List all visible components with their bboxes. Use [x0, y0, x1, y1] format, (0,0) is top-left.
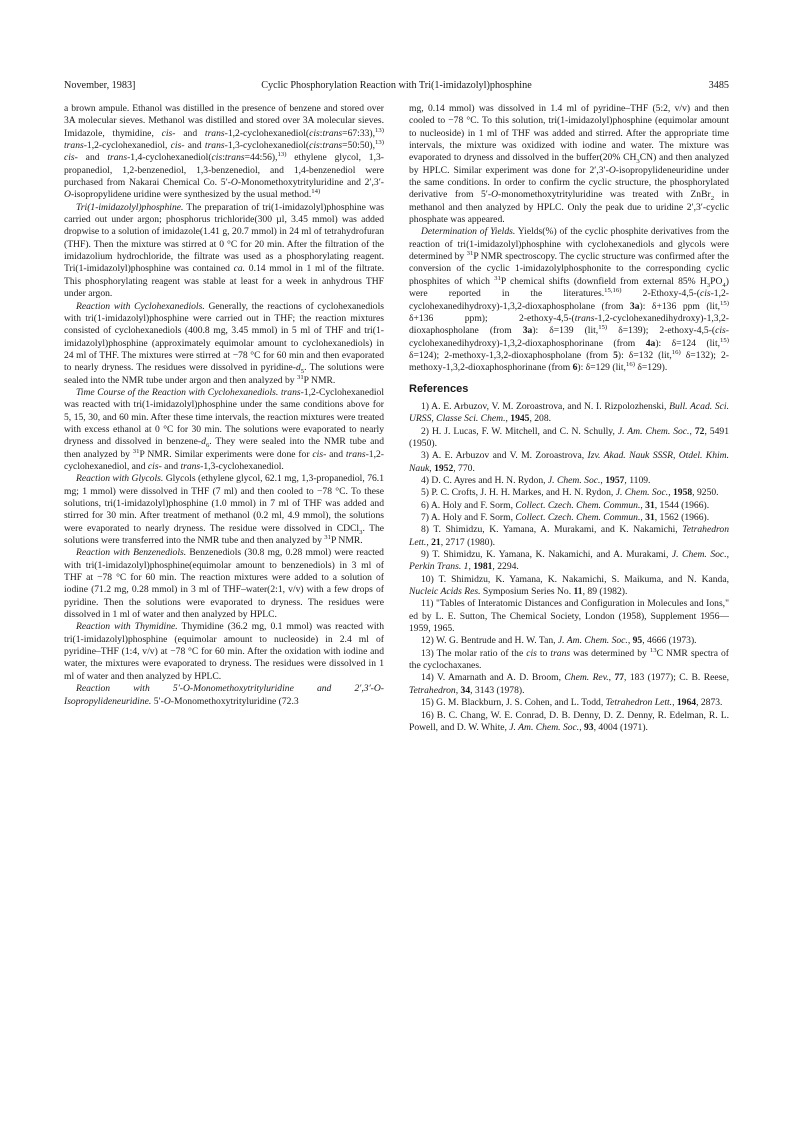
text-run: 12) W. G. Bentrude and H. W. Tan, [421, 635, 558, 647]
text-run: , 9250. [692, 487, 719, 499]
text-run: -1,4-cyclohexanediol( [127, 152, 212, 164]
text-run: trans [204, 127, 225, 139]
text-run: Tetrahedron [409, 684, 456, 696]
text-run: δ=129). [634, 362, 668, 374]
text-run: -1,2-cyclohexanedihydroxy)-1,3,2-dioxaphospholane (from [409, 312, 729, 337]
text-run: 1958 [672, 487, 693, 499]
text-run: O [64, 189, 71, 201]
text-run: δ=139); 2-ethoxy-4,5-( [607, 325, 716, 337]
text-run: -isopropylideneuridine under the same conditions. In order to confirm the cyclic structure, the phosphorylated derivative from 5′- [409, 164, 729, 201]
text-run: and [175, 127, 205, 139]
text-run: 1957 [605, 474, 625, 486]
text-run: 31 [296, 373, 304, 381]
text-run: , 1562 (1966). [654, 512, 710, 523]
text-run: 15) [598, 324, 608, 331]
text-run: -1,3-cyclohexanediol. [200, 460, 284, 472]
header-title: Cyclic Phosphorylation Reaction with Tri(1-imidazolyl)phosphine [261, 80, 532, 91]
text-run: trans [64, 140, 84, 152]
reference-ref8 [409, 524, 729, 549]
text-run: P NMR. [303, 374, 336, 386]
text-run: -Monomethoxytrityluridine (72.3 [170, 695, 299, 707]
text-run: J. Am. Chem. Soc. [617, 425, 690, 437]
reference-ref6 [409, 500, 729, 512]
text-run: J. Chem. Soc. [615, 487, 669, 499]
text-run: ) were reported in the literatures. [409, 275, 729, 300]
text-run: 31 [645, 499, 655, 511]
text-run: , 1109. [624, 474, 651, 486]
text-run: P NMR spectroscopy. The cyclic structure was confirmed after the conversion of the cyclic 1-imidazolylphosphonite to the corresponding cyclic phosphites of which [409, 251, 729, 287]
text-run: Generally, the reactions of cyclohexanediols with tri(1-imidazolyl)phosphine were carried out in THF; the reaction mixtures consisted of cyclohexanediols (400.8 mg, 3.45 mmol) in 5 ml of THF and tri(1-imidazolyl)phosphine (approximately equimolar amount to cyclohexanediols) in 24 ml of THF. The mixtures were stirred at −78 °C for 60 min and then evaporated to nearly dryness. The residues were dissolved in pyridine- [64, 300, 384, 374]
text-run: , 2717 (1980). [440, 536, 496, 548]
reference-ref4 [409, 475, 729, 487]
text-run: ): δ+136 ppm (lit, [639, 300, 721, 312]
text-run: 34 [460, 684, 471, 696]
text-run: , 4004 (1971). [593, 721, 648, 733]
text-run: trans [204, 140, 225, 152]
header-date: November, 1983] [64, 80, 136, 91]
text-run: 72 [694, 425, 705, 437]
text-run: 13) [375, 138, 384, 146]
text-run: 2 [710, 195, 715, 203]
text-run: 5 [613, 349, 618, 361]
text-run: 16) [671, 348, 681, 356]
text-run: 3a [629, 300, 640, 312]
text-run: : [319, 127, 323, 139]
text-run: , 208. [529, 413, 552, 425]
text-run: . The solutions were sealed into the NMR tube under argon and then analyzed by [64, 362, 384, 386]
text-run: Bull. Acad. Sci. URSS, Classe Sci. Chem. [409, 400, 729, 425]
text-run: PO [710, 275, 723, 287]
paragraph-r2 [409, 226, 729, 374]
text-run: 15) [720, 336, 729, 344]
text-run: , 2294. [492, 561, 519, 573]
text-run: , 3143 (1978). [470, 684, 525, 696]
text-run: -1,2-cyclohexanediol, and [64, 448, 384, 472]
text-run: trans [180, 460, 201, 472]
text-run: Symposium Series No. [480, 586, 574, 598]
text-run: 3 [706, 281, 711, 289]
text-run: : [319, 140, 323, 152]
text-run: J. Am. Chem. Soc. [509, 721, 580, 733]
text-run: 6 [205, 442, 210, 450]
text-run: , [505, 413, 511, 425]
text-run: 13) [375, 126, 384, 134]
reference-ref2 [409, 426, 729, 451]
text-run: 13 [649, 646, 657, 654]
text-run: d [295, 362, 301, 374]
text-run: 0.14 mmol in 1 ml of the filtrate. This phosphorylating reagent was stable at least for a week in anhydrous THF under argon. [64, 263, 384, 300]
text-run: 4a [645, 337, 656, 349]
right-column-paragraphs [409, 103, 729, 375]
text-run: O [491, 189, 498, 201]
text-run: 1945 [510, 413, 530, 425]
text-run: P NMR. Similar experiments were done for [139, 448, 313, 460]
text-run: 3) A. E. Arbuzov and V. M. Zoroastrova, [421, 450, 588, 462]
text-run: Reaction with Cyclohexanediols. [76, 300, 205, 312]
text-run: CN) and then analyzed by HPLC. Similar experiment was done for 2′,3′- [409, 152, 729, 176]
text-run: cis- [161, 127, 176, 139]
text-run: 4 [722, 281, 726, 289]
page-number: 3485 [708, 80, 729, 91]
text-run: , [579, 721, 584, 733]
references-heading: References [409, 382, 469, 395]
left-column [64, 103, 384, 708]
text-run: P NMR. [331, 535, 363, 547]
text-run: , [689, 425, 695, 437]
text-run: cis [699, 288, 711, 300]
text-run: -Monomethoxytrityluridine and 2′,3′- [237, 177, 384, 189]
paragraph-l5 [64, 473, 384, 547]
right-column [409, 103, 729, 734]
text-run: -isopropylidene uridine were synthesized by the usual method. [70, 189, 312, 201]
text-run: cis- [147, 460, 162, 472]
text-run: Determination of Yields. [421, 226, 516, 238]
reference-ref5 [409, 487, 729, 499]
text-run: P chemical shifts (downfield from external 85% H [500, 275, 707, 287]
reference-ref9 [409, 549, 729, 574]
text-run: , 183 (1977); C. B. Reese, [624, 672, 729, 684]
text-run: -cyclohexanedihydroxy)-1,3,2-dioxaphosphorinane (from [409, 325, 729, 349]
paragraph-l4 [64, 387, 384, 473]
text-run: and [77, 152, 108, 164]
text-run: 1952 [434, 462, 454, 474]
text-run: Glycols (ethylene glycol, 62.1 mg, 1,3-propanediol, 76.1 mg; 1 mmol) were dissolved in THF (7 ml) and then cooled to −78 °C. To these solutions, tri(1-imidazolyl)phosphine (1.0 mmol) in 7 ml of THF was added and stirred for 30 min. After treatment of methanol (0.2 ml, 4.9 mmol), the solutions were evaporated to nearly dryness. The residue were dissolved in CDCl [64, 473, 384, 534]
text-run: J. Chem. Soc., Perkin Trans. 1 [409, 549, 729, 573]
paragraph-l6 [64, 547, 384, 621]
text-run: trans [550, 647, 571, 659]
paragraph-l8 [64, 683, 384, 708]
text-run: 31 [324, 533, 332, 541]
text-run: 15) G. M. Blackburn, J. S. Cohen, and L. Todd, [421, 697, 606, 709]
text-run: 31 [645, 512, 655, 523]
text-run: 31 [132, 447, 140, 455]
paragraph-l3 [64, 301, 384, 387]
text-run: 14) [311, 188, 321, 196]
text-run: 5 [300, 368, 305, 376]
text-run: d [201, 436, 206, 448]
text-run: . The solutions were transferred into the NMR tube and then analyzed by [64, 522, 384, 547]
text-run: , [640, 512, 646, 523]
text-run: , [672, 697, 677, 709]
text-run: trans [224, 152, 245, 164]
text-run: was determined by [570, 647, 650, 659]
reference-ref16 [409, 710, 729, 735]
reference-ref10 [409, 574, 729, 599]
text-run: , 89 (1982). [582, 586, 628, 598]
text-run: and [326, 448, 346, 460]
text-run: 15,16) [604, 286, 622, 294]
text-run: , [627, 635, 633, 647]
text-run: , 4666 (1973). [642, 635, 697, 647]
text-run: 11) "Tables of Interatomic Distances and Configuration in Molecules and Ions," ed by L. E. Sutton, The Chemical Society, London (1958), Supplement 1956—1959, 1965. [409, 598, 729, 635]
text-run: , [455, 684, 461, 696]
text-run: mg, 0.14 mmol) was dissolved in 1.4 ml of pyridine–THF (5:2, v/v) and then cooled to −78 °C. To this solution, tri(1-imidazolyl)phosphine (equimolar amount to nucleoside) in 1 ml of THF was added and stirred. After the appropriate time intervals, the mixture was oxidized with iodine and water. The mixture was evaporated to dryness and dissolved in the buffer(20% CH [409, 103, 729, 164]
reference-ref7 [409, 512, 729, 524]
text-run: trans [280, 386, 301, 398]
text-run: Reaction with Thymidine. [76, 621, 178, 633]
text-run: Nucleic Acids Res. [409, 586, 481, 598]
reference-ref14 [409, 672, 729, 697]
text-run: Reaction with Glycols. [76, 473, 164, 485]
text-run: 10) T. Shimidzu, K. Yamana, K. Nakamichi, S. Maikuma, and N. Kanda, [421, 573, 729, 585]
text-run: 1) A. E. Arbuzov, V. M. Zoroastrova, and N. I. Rizpolozhenski, [421, 400, 670, 412]
text-run: O [608, 164, 616, 176]
text-run: -1,2-Cyclohexanediol was reacted with tri(1-imidazolyl)phosphine under the same conditions above for 5, 15, 30, and 60 min. After these time intervals, the reaction mixtures were treated with excess ethanol at 0 °C for 30 min. The solutions were evaporated to nearly dryness and dissolved in benzene- [64, 386, 384, 448]
text-run: ca. [233, 263, 246, 275]
text-run: 16) B. C. Chang, W. E. Conrad, D. B. Denny, D. Z. Denny, R. Edelman, R. L. Powell, and D. W. White, [409, 709, 729, 733]
paragraph-r1 [409, 103, 729, 226]
text-run: The preparation of tri(1-imidazolyl)phosphine was carried out under argon; phosphorus trichloride(300 µl, 3.45 mmol) was added dropwise to a solution of imidazole(1.41 g, 20.7 mmol) in 24 ml of tetrahydrofuran (THF). Then the mixture was stirred at 0 °C for 20 min. After the filtration of the imidazolium hydrochloride, the filtrate was used as a phosphorylating reagent. Tri(1-imidazolyl)phosphine was contained [64, 201, 384, 275]
text-run: 3 [636, 158, 640, 166]
text-run: δ+136 ppm); 2-ethoxy-4,5-( [409, 312, 575, 324]
text-run: 8) T. Shimidzu, K. Yamana, A. Murakami, and K. Nakamichi, [421, 524, 683, 536]
text-run: , 770. [453, 462, 475, 474]
text-run: 2-Ethoxy-4,5-( [621, 288, 700, 300]
reference-ref11 [409, 598, 729, 635]
text-run: C NMR spectra of the cyclochaxanes. [409, 647, 729, 672]
text-run: , [600, 474, 606, 486]
text-run: in methanol and then analyzed by HPLC. Only the peak due to uridine 2′,3′-cyclic phosphate was appeared. [409, 189, 729, 226]
text-run: δ=132); 2-methoxy-1,3,2-dioxaphosphorinane (from [409, 349, 729, 374]
text-run: 2) H. J. Lucas, F. W. Mitchell, and C. N. Schully, [421, 425, 618, 437]
text-run: cis [211, 152, 223, 164]
text-run: , [608, 672, 615, 684]
text-run: 5) P. C. Crofts, J. H. H. Markes, and H. N. Rydon, [421, 487, 616, 499]
text-run: cis [309, 127, 320, 139]
text-run: trans [107, 152, 128, 164]
text-run: cis- [312, 448, 327, 460]
text-run: 95 [632, 635, 643, 647]
text-run: Tetrahedron Lett. [409, 524, 729, 548]
text-run: cis- [170, 140, 185, 152]
references-list [409, 401, 729, 734]
text-run: Benzenediols (30.8 mg, 0.28 mmol) were reacted with tri(1-imidazolyl)phosphine(equimolar amount to benzenediols) in 3 ml of THF at −78 °C for 60 min. The reaction mixtures were added to a solution of iodine (71.2 mg, 0.28 mmol) in 3 ml of THF–water(2:1, v/v) with a few drops of pyridine. Then the solutions were evaporated to dryness. The residues were dissolved in 1 ml of water and then analyzed by HPLC. [64, 547, 384, 621]
text-run: a brown ampule. Ethanol was distilled in the presence of benzene and stored over 3A molecular sieves. Methanol was distilled and stored over 3A molecular sieves. Imidazole, thymidine, [64, 103, 384, 139]
text-run: trans [574, 312, 595, 324]
text-run: Yields(%) of the cyclic phosphite derivatives from the reaction of tri(1-imidazolyl)phosphine with cyclohexanediols and glycols were determined by [409, 226, 729, 263]
text-run: 1981 [473, 561, 493, 573]
text-run: , 1544 (1966). [654, 499, 710, 511]
text-run: cis [715, 325, 726, 337]
text-run: Collect. Czech. Chem. Commun. [515, 512, 641, 523]
text-run: Reaction with Benzenediols. [76, 547, 187, 559]
text-run: 5′- [151, 695, 164, 707]
text-run: 77 [614, 672, 625, 684]
text-run: 16) [625, 361, 635, 369]
reference-ref12 [409, 635, 729, 647]
text-run: -monomethoxytrityluridine was treated with ZnBr [498, 189, 711, 201]
text-run: and [161, 460, 181, 472]
text-run: 31 [494, 274, 501, 282]
text-run: 11 [573, 586, 583, 598]
text-run: Reaction with 5′-O-Monomethoxytrityluridine and 2′,3′-O-Isopropylideneuridine. [64, 683, 384, 707]
reference-ref3 [409, 450, 729, 475]
text-run: O [163, 695, 171, 707]
text-run: -1,2-cyclohexanediol, [83, 140, 171, 152]
text-run: Tri(1-imidazolyl)phosphine. [76, 201, 184, 213]
text-run: , [668, 487, 673, 499]
text-run: -1,2-cyclohexanediol( [224, 127, 310, 139]
text-run: : [222, 152, 225, 164]
reference-ref15 [409, 697, 729, 709]
text-run: δ=124); 2-methoxy-1,3,2-dioxaphospholane (from [409, 349, 614, 361]
text-run: 21 [431, 536, 441, 548]
text-run: O [230, 177, 238, 189]
text-run: -1,3-cyclohexanediol( [224, 140, 310, 152]
paragraph-l7 [64, 621, 384, 683]
reference-ref1 [409, 401, 729, 426]
text-run: trans [322, 140, 343, 152]
text-run: , [468, 561, 474, 573]
text-run: Chem. Rev. [564, 672, 609, 684]
text-run: =44:56), [244, 152, 278, 164]
text-run: trans [322, 127, 343, 139]
text-run: , [429, 462, 435, 474]
text-run: ethylene glycol, 1,3-propanediol, 1,2-benzenediol, 1,3-benzenediol, and 1,4-benzenediol were purchased from Nakarai Chemical Co. 5′- [64, 152, 384, 189]
paragraph-l1 [64, 103, 384, 202]
text-run: and [184, 140, 205, 152]
text-run: cis [309, 140, 320, 152]
text-run: 14) V. Amarnath and A. D. Broom, [421, 672, 565, 684]
text-run: 13) The molar ratio of the [421, 647, 527, 659]
text-run: 4) D. C. Ayres and H. N. Rydon, [421, 474, 548, 486]
text-run: Time Course of the Reaction with Cyclohexanediols. [76, 386, 279, 398]
text-run: 13) [277, 151, 287, 159]
text-run: J. Am. Chem. Soc. [557, 635, 628, 647]
text-run: cis- [64, 152, 78, 164]
text-run: Izv. Akad. Nauk SSSR, Otdel. Khim. Nauk [409, 450, 729, 474]
text-run: cis [526, 647, 537, 659]
text-run: to [536, 647, 551, 659]
text-run: Thymidine (36.2 mg, 0.1 mmol) was reacted with tri(1-imidazolyl)phosphine (equimolar amount to nucleoside) in 2.4 ml of pyridine–THF (1:4, v/v) at −78 °C for 60 min. After the oxidation with iodine and water, the mixtures were evaporated to dryness. The residues were dissolved in 1 ml of water and then analyzed by HPLC. [64, 621, 384, 682]
running-header [64, 78, 729, 94]
text-run: ): δ=132 (lit, [617, 349, 672, 361]
text-run: =50:50), [342, 140, 376, 152]
text-run: , 2873. [696, 697, 723, 709]
text-run: ): δ=129 (lit, [577, 362, 626, 374]
text-run: 6 [572, 362, 578, 374]
text-run: 93 [584, 721, 594, 733]
text-run: , [640, 499, 646, 511]
text-run: 31 [466, 249, 474, 257]
text-run: 7) A. Holy and F. Sorm, [421, 512, 516, 523]
text-run: 15) [720, 299, 729, 307]
paragraph-l2 [64, 202, 384, 301]
text-run: J. Chem. Soc. [547, 474, 601, 486]
text-run: Collect. Czech. Chem. Commun. [515, 499, 641, 511]
text-run: ): δ=124 (lit, [655, 337, 721, 349]
text-run: ): δ=139 (lit, [532, 325, 599, 337]
text-run: =67:33), [342, 127, 376, 139]
text-run: 9) T. Shimidzu, K. Yamana, K. Nakamichi, and A. Murakami, [421, 549, 672, 561]
text-run: 1964 [676, 697, 697, 709]
text-run: 6) A. Holy and F. Sorm, [421, 499, 516, 511]
text-run: , 5491 (1950). [409, 425, 729, 449]
text-run: -1,2-cyclohexanedihydroxy)-1,3,2-dioxaphospholane (from [409, 288, 729, 312]
text-run: 3a [522, 325, 533, 337]
text-run: trans [345, 448, 366, 460]
text-run: Tetrahedron Lett. [605, 697, 673, 709]
text-run: . They were sealed into the NMR tube and then analyzed by [64, 436, 384, 460]
text-run: 3 [359, 528, 363, 536]
text-run: , [426, 536, 432, 548]
reference-ref13 [409, 648, 729, 673]
